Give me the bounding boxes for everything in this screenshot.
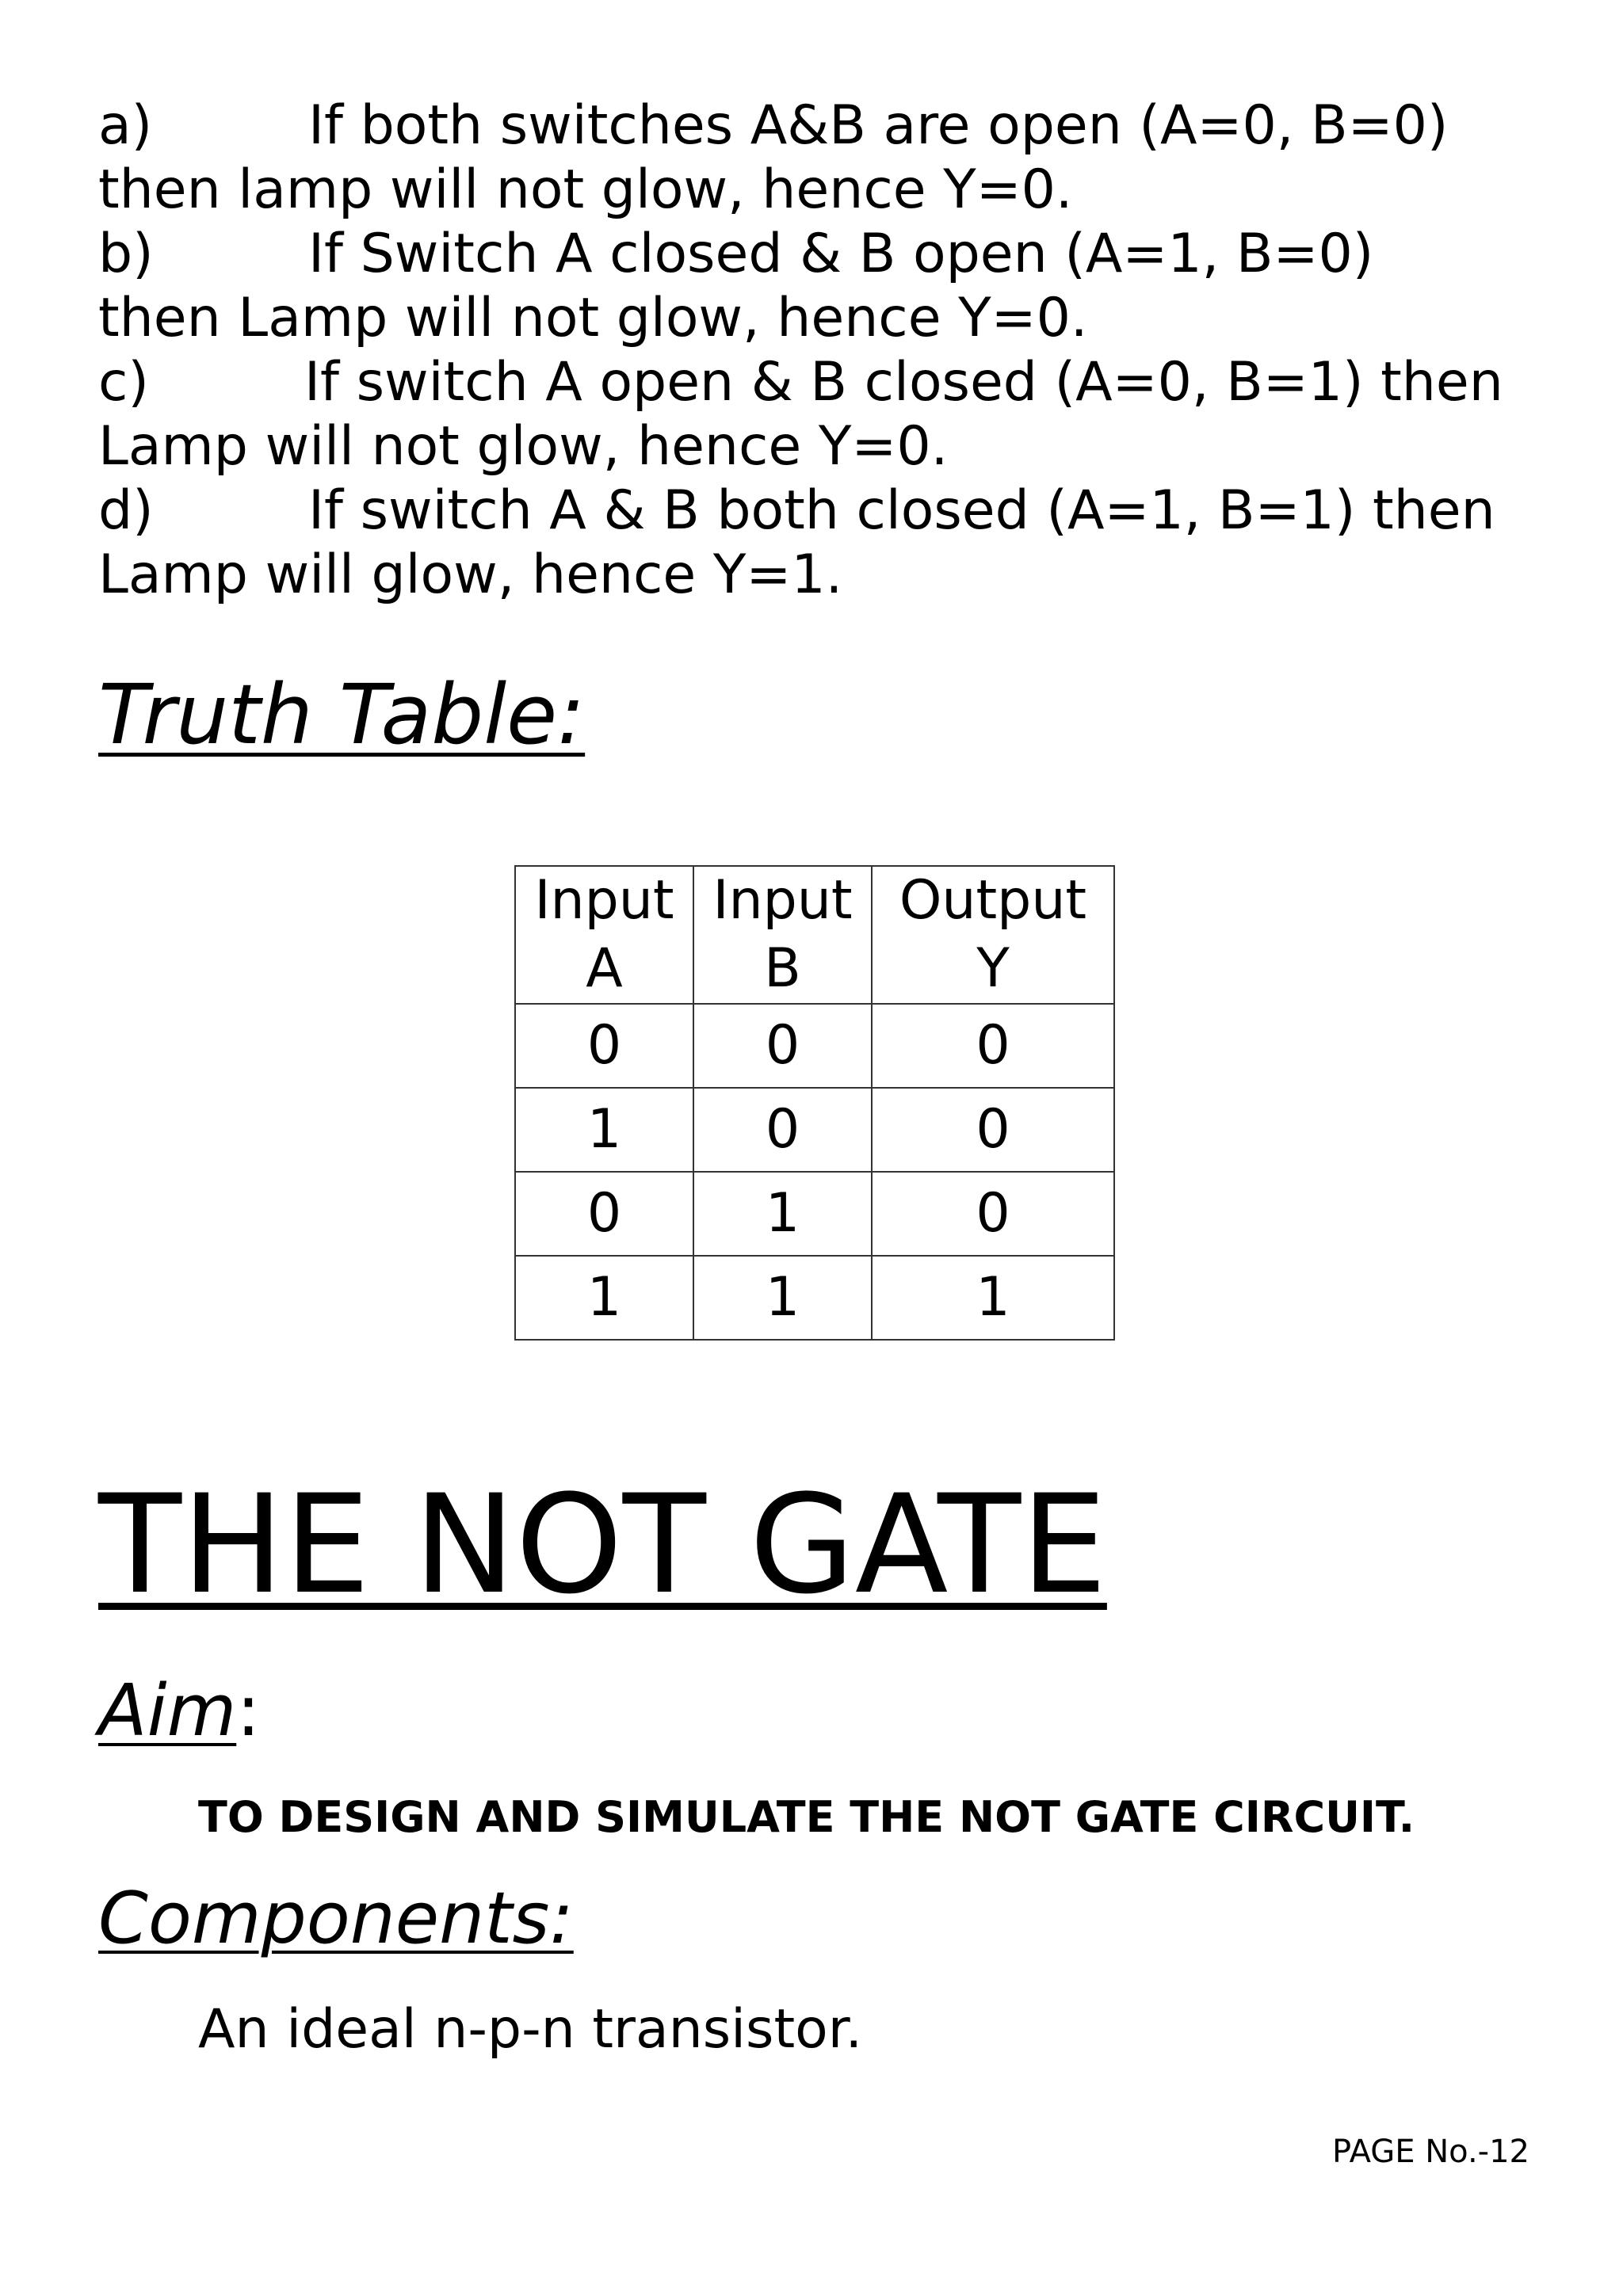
table-row xyxy=(515,1172,1114,1256)
truth-table-header-row xyxy=(515,866,1114,1004)
header-input-a: Input A xyxy=(515,866,693,1004)
case-a-line-2: then lamp will not glow, hence Y=0. xyxy=(98,158,1073,221)
case-a-marker: a) xyxy=(98,94,153,157)
table-cell: 0 xyxy=(693,1004,872,1088)
table-cell: 0 xyxy=(872,1004,1114,1088)
case-b-marker: b) xyxy=(98,223,154,285)
case-c-line-2: Lamp will not glow, hence Y=0. xyxy=(98,415,949,478)
aim-heading xyxy=(98,1670,261,1753)
table-row xyxy=(515,1256,1114,1340)
table-cell: 1 xyxy=(693,1172,872,1256)
header-output-y: Output Y xyxy=(872,866,1114,1004)
table-cell: 1 xyxy=(515,1256,693,1340)
table-cell: 0 xyxy=(515,1172,693,1256)
table-cell: 0 xyxy=(872,1172,1114,1256)
case-c-text: If switch A open & B closed (A=0, B=1) then xyxy=(304,351,1503,414)
case-c-line-1 xyxy=(98,350,1556,414)
section-title: THE NOT GATE xyxy=(98,1465,1107,1624)
case-b-text: If Switch A closed & B open (A=1, B=0) xyxy=(308,223,1374,285)
case-b-line-2: then Lamp will not glow, hence Y=0. xyxy=(98,287,1088,349)
table-cell: 1 xyxy=(872,1256,1114,1340)
case-a-line-1 xyxy=(98,93,1556,158)
table-row xyxy=(515,1088,1114,1172)
components-heading: Components: xyxy=(98,1877,574,1960)
table-cell: 1 xyxy=(693,1256,872,1340)
table-cell: 0 xyxy=(872,1088,1114,1172)
case-b-line-1 xyxy=(98,222,1556,286)
case-c-marker: c) xyxy=(98,351,149,414)
truth-table xyxy=(514,865,1115,1341)
case-list xyxy=(98,93,1556,607)
case-d-line-2: Lamp will glow, hence Y=1. xyxy=(98,543,843,606)
case-d-text: If switch A & B both closed (A=1, B=1) then xyxy=(308,479,1495,542)
aim-text: TO DESIGN AND SIMULATE THE NOT GATE CIRCUIT. xyxy=(198,1792,1415,1842)
aim-label: Aim xyxy=(98,1669,237,1753)
case-d-marker: d) xyxy=(98,479,154,542)
table-cell: 1 xyxy=(515,1088,693,1172)
case-d-line-1 xyxy=(98,479,1556,543)
case-a-text: If both switches A&B are open (A=0, B=0) xyxy=(308,94,1449,157)
table-cell: 0 xyxy=(693,1088,872,1172)
table-cell: 0 xyxy=(515,1004,693,1088)
truth-table-heading: Truth Table: xyxy=(98,666,586,763)
page-number: PAGE No.-12 xyxy=(1332,2134,1529,2170)
header-input-b: Input B xyxy=(693,866,872,1004)
aim-colon: : xyxy=(236,1669,261,1753)
table-row xyxy=(515,1004,1114,1088)
components-text: An ideal n-p-n transistor. xyxy=(198,1998,863,2061)
